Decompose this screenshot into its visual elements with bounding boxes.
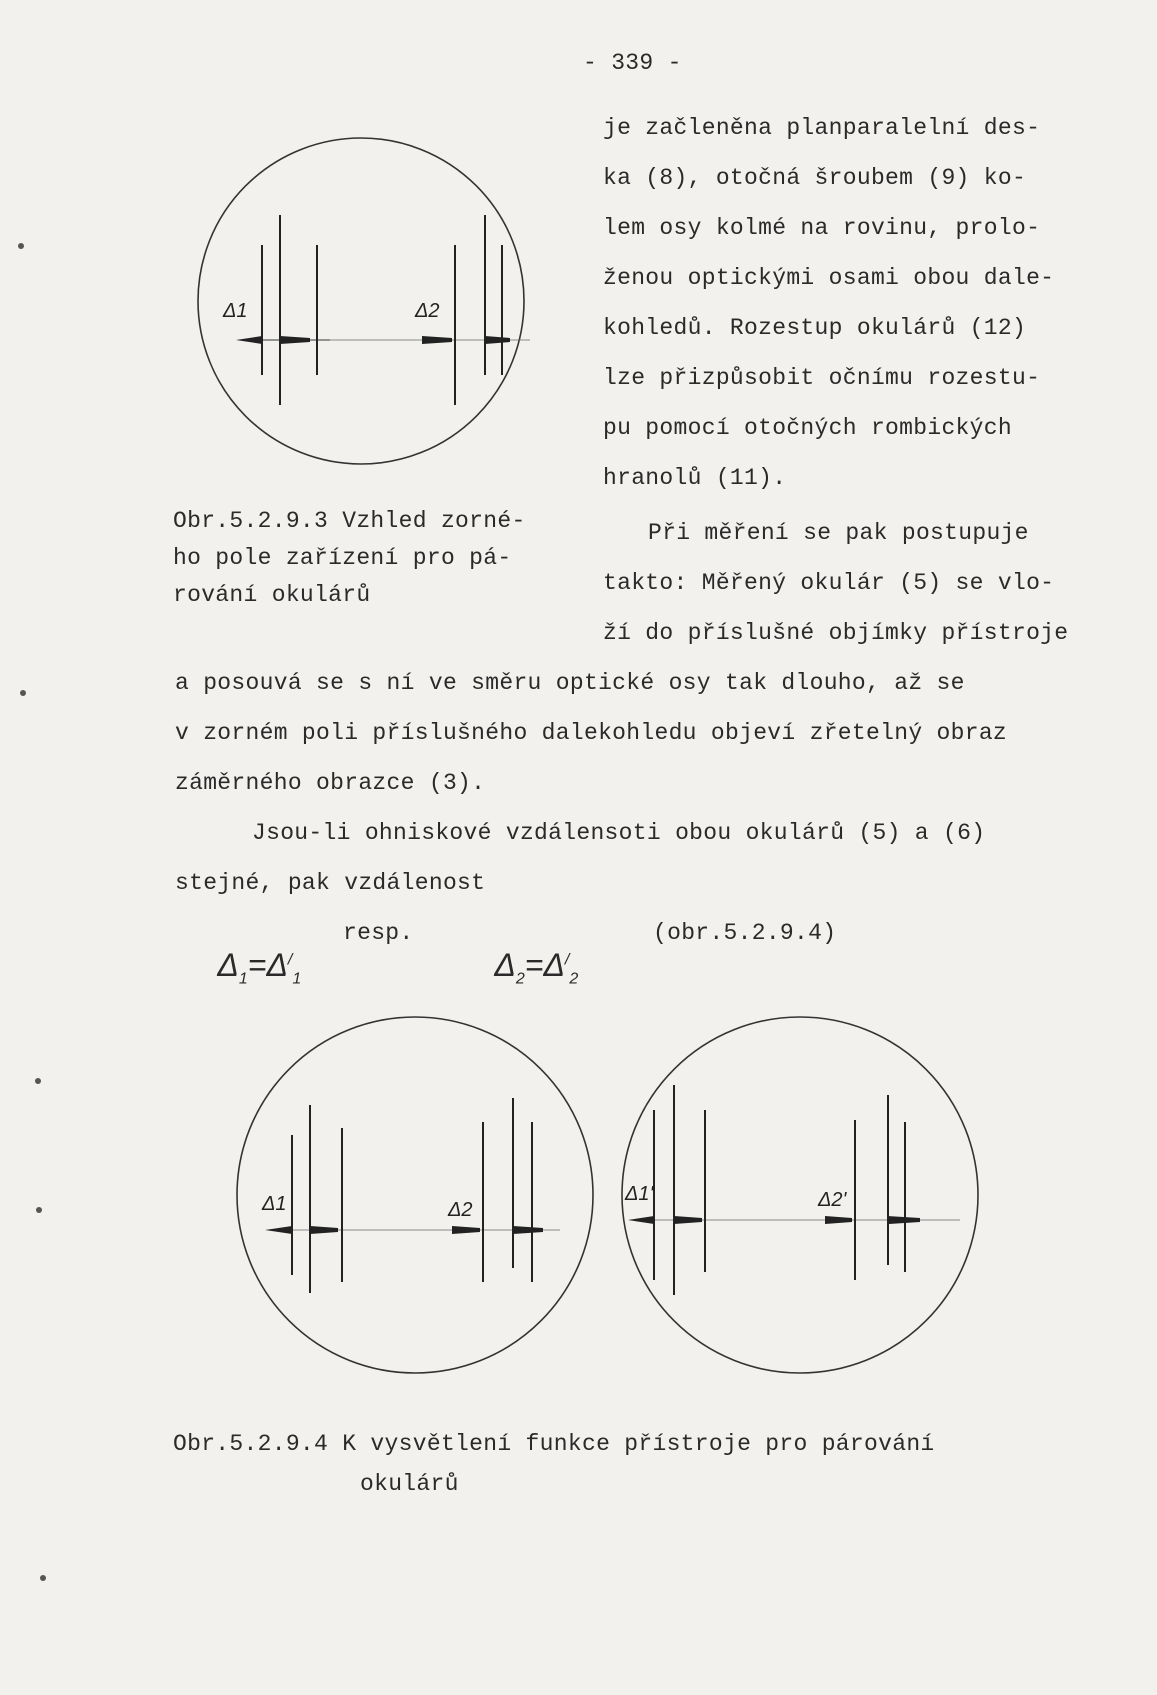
fig4b-label-d2: Δ2'	[818, 1189, 847, 1211]
fig3-label-d1: Δ1	[223, 300, 248, 322]
formula-delta1: $\Delta_1=\Delta^/_1$	[217, 947, 302, 988]
caption-fig4-line-2: okulárů	[360, 1471, 459, 1497]
right-col-line-1: je začleněna planparalelní des-	[603, 115, 1041, 141]
para3-line-1: Jsou-li ohniskové vzdálensoti obou okulárů (5) a (6)	[252, 820, 986, 846]
field-of-view-diagram-equal	[230, 1010, 610, 1390]
body-line-1: a posouvá se s ní ve směru optické osy tak dlouho, až se	[175, 670, 965, 696]
para2-line-1: Při měření se pak postupuje	[648, 520, 1029, 546]
binder-hole-mark	[36, 1207, 42, 1213]
page-number: - 339 -	[583, 50, 682, 76]
body-line-2: v zorném poli příslušného dalekohledu objeví zřetelný obraz	[175, 720, 1008, 746]
binder-hole-mark	[40, 1575, 46, 1581]
figure-5-2-9-4-left	[230, 1010, 610, 1390]
binder-hole-mark	[35, 1078, 41, 1084]
caption-fig3-line-3: rování okulárů	[173, 582, 371, 608]
caption-fig4-line-1: Obr.5.2.9.4 K vysvětlení funkce přístroje pro párování	[173, 1431, 935, 1457]
right-col-line-6: lze přizpůsobit očnímu rozestu-	[603, 365, 1041, 391]
field-of-view-diagram-unequal	[610, 1010, 990, 1390]
figure-5-2-9-3	[190, 130, 550, 490]
para2-line-2: takto: Měřený okulár (5) se vlo-	[603, 570, 1055, 596]
formula-delta2: $\Delta_2=\Delta^/_2$	[494, 947, 579, 988]
binder-hole-mark	[20, 690, 26, 696]
para2-line-3: ží do příslušné objímky přístroje	[603, 620, 1069, 646]
caption-fig3-line-2: ho pole zařízení pro pá-	[173, 545, 512, 571]
right-col-line-8: hranolů (11).	[603, 465, 787, 491]
right-col-line-2: ka (8), otočná šroubem (9) ko-	[603, 165, 1027, 191]
fig3-label-d2: Δ2	[415, 300, 440, 322]
formula-resp: resp.	[343, 920, 414, 946]
formula-figure-reference: (obr.5.2.9.4)	[653, 920, 837, 946]
right-col-line-4: ženou optickými osami obou dale-	[603, 265, 1055, 291]
fig4a-label-d1: Δ1	[262, 1193, 287, 1215]
binder-hole-mark	[18, 243, 24, 249]
fig4a-label-d2: Δ2	[448, 1199, 473, 1221]
field-of-view-diagram	[190, 130, 550, 490]
right-col-line-3: lem osy kolmé na rovinu, prolo-	[603, 215, 1041, 241]
body-line-3: záměrného obrazce (3).	[175, 770, 486, 796]
figure-5-2-9-4-right	[610, 1010, 990, 1390]
caption-fig3-line-1: Obr.5.2.9.3 Vzhled zorné-	[173, 508, 526, 534]
right-col-line-5: kohledů. Rozestup okulárů (12)	[603, 315, 1027, 341]
para3-line-2: stejné, pak vzdálenost	[175, 870, 486, 896]
right-col-line-7: pu pomocí otočných rombických	[603, 415, 1012, 441]
fig4b-label-d1: Δ1'	[625, 1183, 654, 1205]
